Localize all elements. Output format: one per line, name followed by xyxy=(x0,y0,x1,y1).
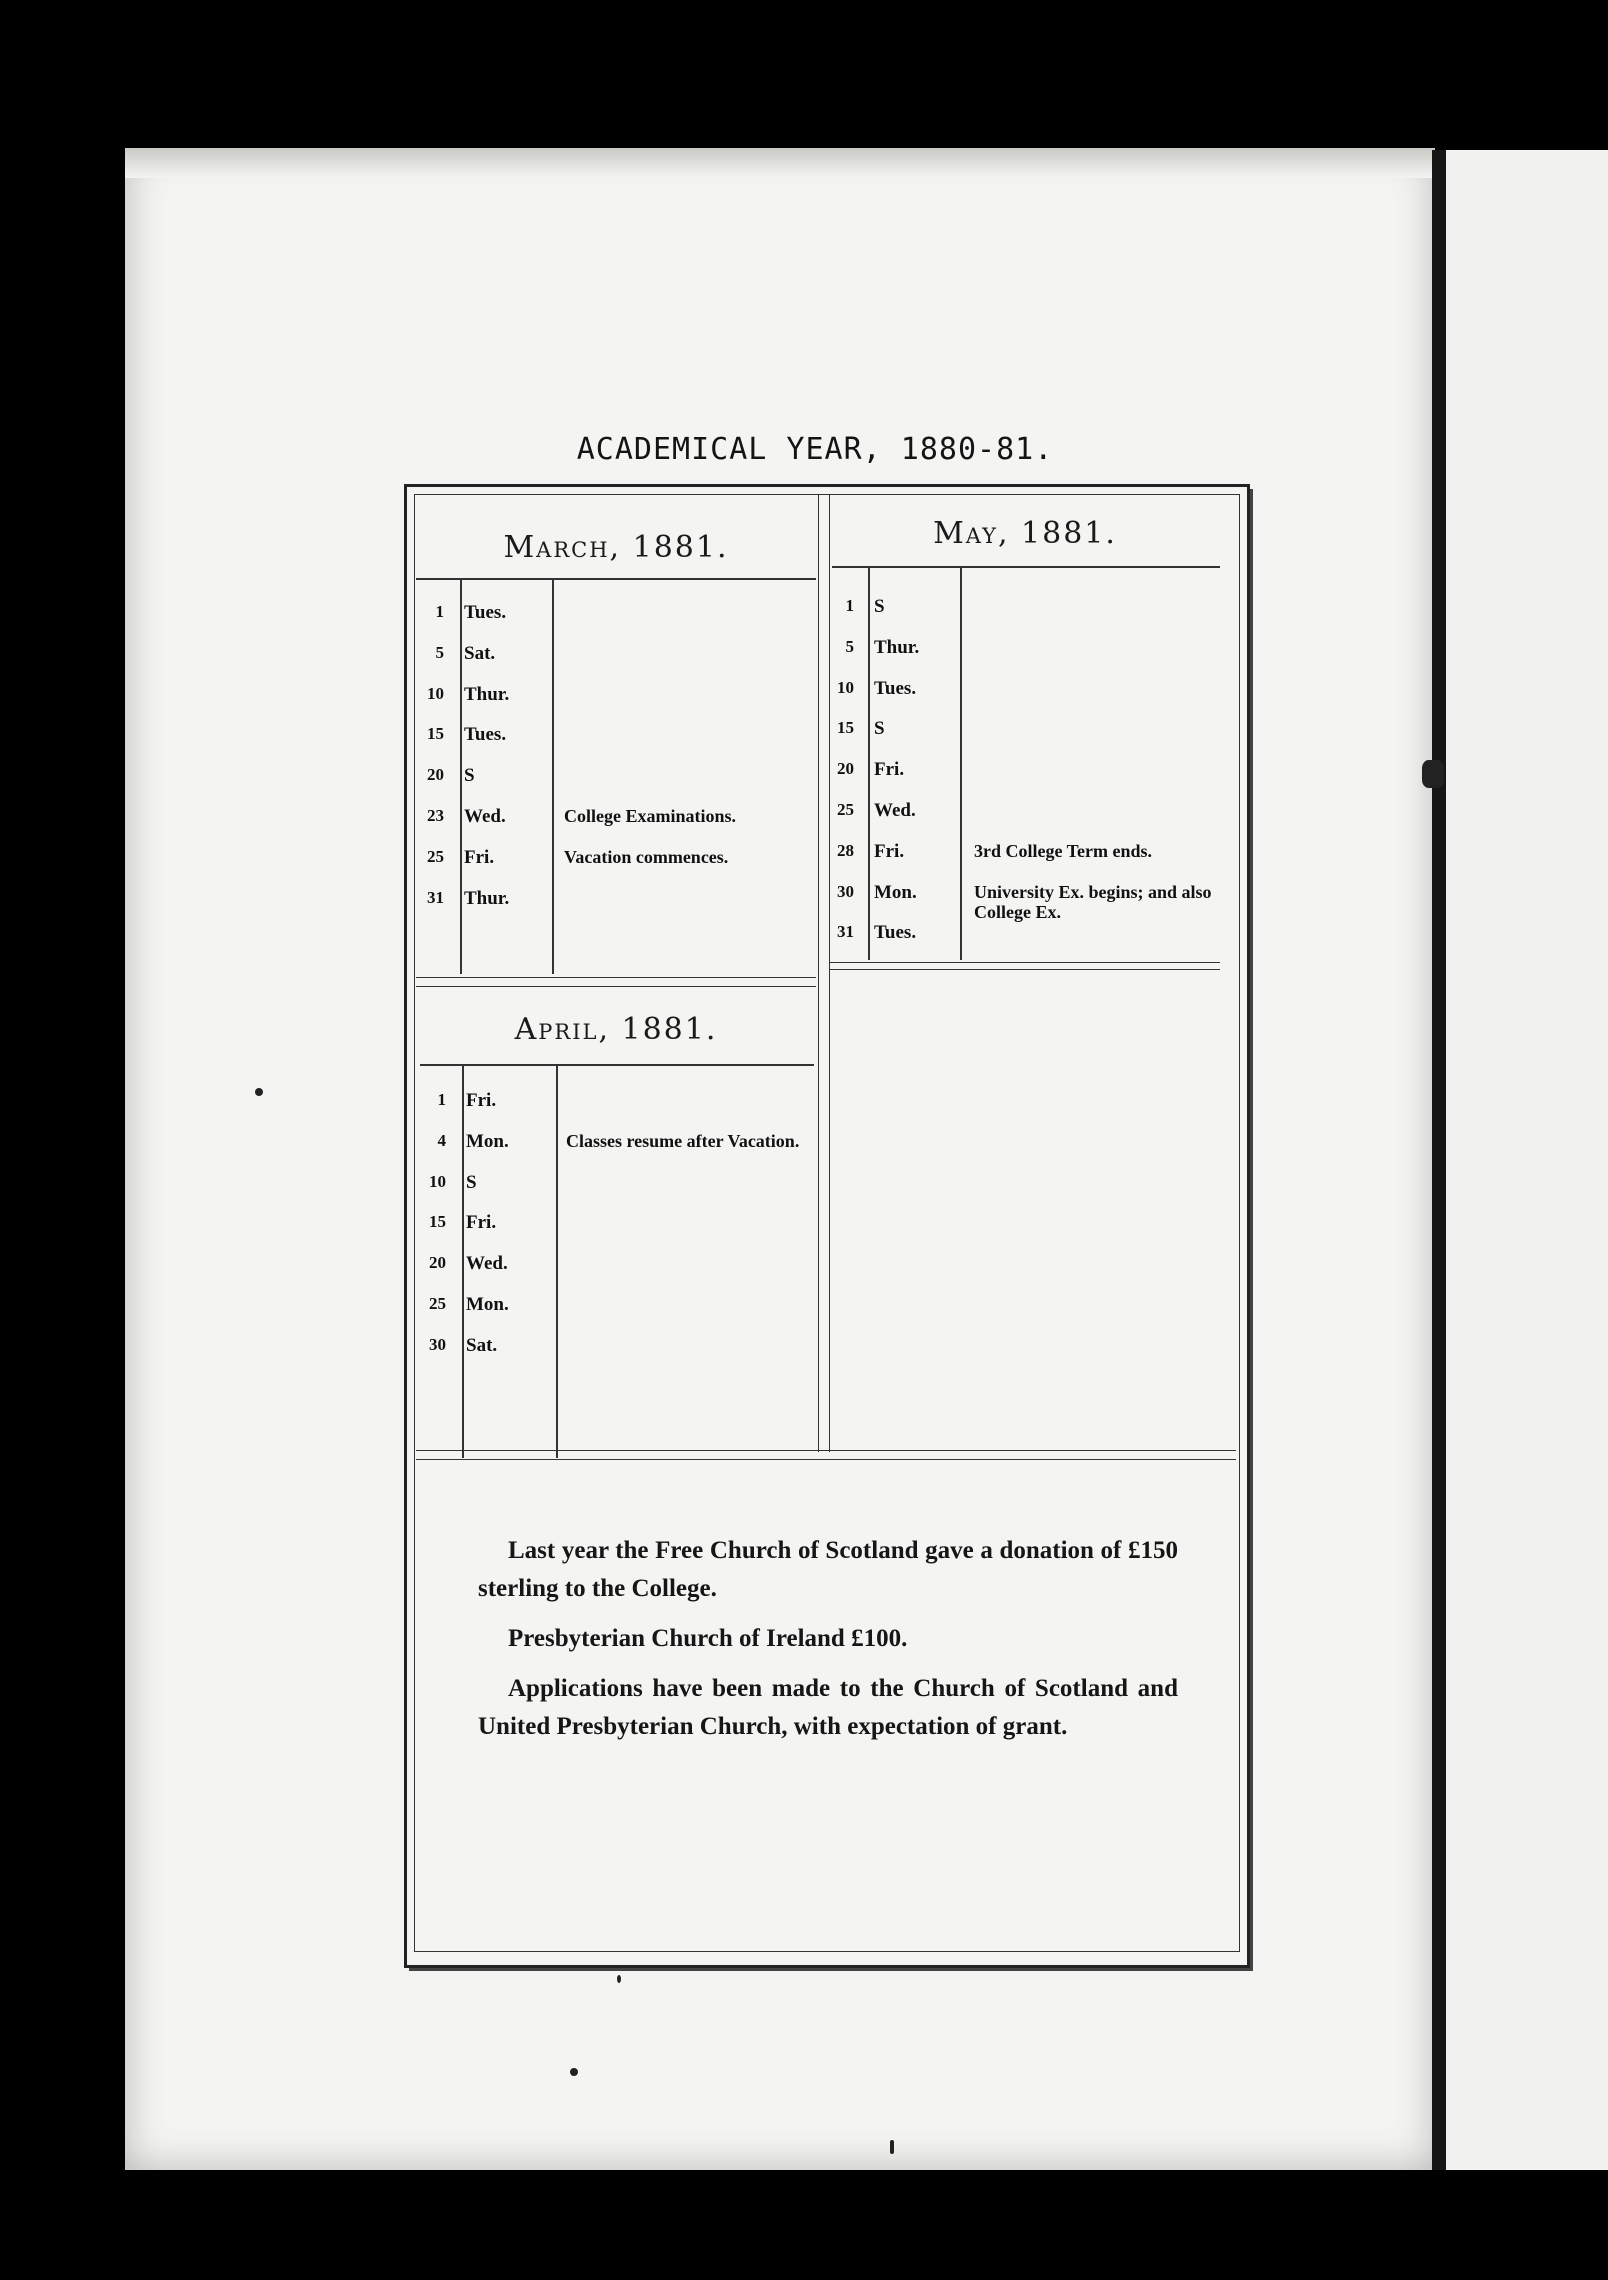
march-day-column-line xyxy=(460,580,462,974)
day-number: 25 xyxy=(429,1294,446,1313)
day-number: 5 xyxy=(845,636,854,656)
day-number: 30 xyxy=(429,1334,446,1354)
weekday: Mon. xyxy=(466,1294,509,1315)
weekday: Sat. xyxy=(466,1334,498,1356)
march-title: March, 1881. xyxy=(503,530,729,565)
weekday: Mon. xyxy=(874,881,917,903)
april-day-column-line xyxy=(462,1066,464,1458)
day-number: 31 xyxy=(427,887,444,907)
note-paragraph: Presbyterian Church of Ireland £100. xyxy=(508,1625,908,1652)
day-number: 15 xyxy=(837,718,854,738)
weekday: Fri. xyxy=(466,1212,497,1234)
weekday: Tues. xyxy=(464,602,507,623)
day-number: 10 xyxy=(837,677,854,697)
weekday: Thur. xyxy=(464,683,510,705)
may-bottom-divider xyxy=(830,962,1220,970)
weekday: Mon. xyxy=(466,1130,509,1152)
day-number: 23 xyxy=(427,806,444,825)
april-title-rule xyxy=(420,1064,814,1066)
weekday: Fri. xyxy=(874,759,905,781)
day-number: 15 xyxy=(427,724,444,744)
facing-page xyxy=(1432,150,1608,2170)
day-number: 10 xyxy=(429,1171,446,1191)
day-number: 28 xyxy=(837,840,854,860)
scan-speck xyxy=(890,2140,894,2154)
weekday: Tues. xyxy=(464,724,507,746)
weekday: Fri. xyxy=(466,1090,497,1111)
day-number: 30 xyxy=(837,881,854,901)
page-top-edge xyxy=(125,148,1435,178)
day-number: 20 xyxy=(837,759,854,779)
scan-speck xyxy=(570,2068,578,2076)
weekday: Tues. xyxy=(874,677,917,699)
day-number: 20 xyxy=(429,1253,446,1273)
may-title: May, 1881. xyxy=(933,516,1117,551)
weekday: S xyxy=(466,1171,477,1193)
page-title: ACADEMICAL YEAR, 1880-81. xyxy=(576,432,1054,467)
notes-divider xyxy=(416,1450,1236,1460)
event-text: 3rd College Term ends. xyxy=(974,840,1152,861)
april-weekday-column-line xyxy=(556,1066,558,1458)
day-number: 25 xyxy=(837,800,854,819)
may-day-column-line xyxy=(868,568,870,960)
day-number: 1 xyxy=(435,602,444,621)
day-number: 25 xyxy=(427,846,444,866)
april-title: April, 1881. xyxy=(514,1012,718,1047)
weekday: S xyxy=(464,765,475,787)
scan-speck xyxy=(255,1088,263,1096)
note-paragraph: Applications have been made to the Church of Scotland and United Presbyterian Church, with expectation of grant. xyxy=(478,1675,1178,1740)
weekday: Wed. xyxy=(464,806,506,827)
weekday: Thur. xyxy=(464,887,510,909)
weekday: Thur. xyxy=(874,636,920,658)
day-number: 31 xyxy=(837,922,854,942)
weekday: Fri. xyxy=(874,840,905,862)
day-number: 4 xyxy=(437,1130,446,1150)
note-paragraph: Last year the Free Church of Scotland gave a donation of £150 sterling to the College. xyxy=(478,1537,1178,1602)
book-gutter xyxy=(1432,150,1446,2170)
may-weekday-column-line xyxy=(960,568,962,960)
day-number: 5 xyxy=(435,642,444,662)
day-number: 20 xyxy=(427,765,444,785)
weekday: S xyxy=(874,718,885,740)
scan-speck xyxy=(1422,760,1444,788)
event-text: College Examinations. xyxy=(564,806,737,826)
weekday: Wed. xyxy=(874,800,916,821)
event-text: Classes resume after Vacation. xyxy=(566,1130,800,1151)
weekday: Tues. xyxy=(874,922,917,944)
day-number: 15 xyxy=(429,1212,446,1232)
may-title-rule xyxy=(832,566,1220,568)
day-number: 10 xyxy=(427,683,444,703)
scan-speck xyxy=(617,1975,621,1983)
day-number: 1 xyxy=(437,1090,446,1109)
notes-text xyxy=(478,1532,1178,1758)
event-text: Vacation commences. xyxy=(564,846,729,867)
march-april-divider xyxy=(416,977,816,987)
march-weekday-column-line xyxy=(552,580,554,974)
weekday: Wed. xyxy=(466,1253,508,1275)
weekday: Sat. xyxy=(464,642,496,664)
event-text: University Ex. begins; and also College Ex. xyxy=(974,881,1212,922)
weekday: S xyxy=(874,596,885,617)
day-number: 1 xyxy=(845,596,854,615)
weekday: Fri. xyxy=(464,846,495,868)
march-title-rule xyxy=(416,578,816,580)
